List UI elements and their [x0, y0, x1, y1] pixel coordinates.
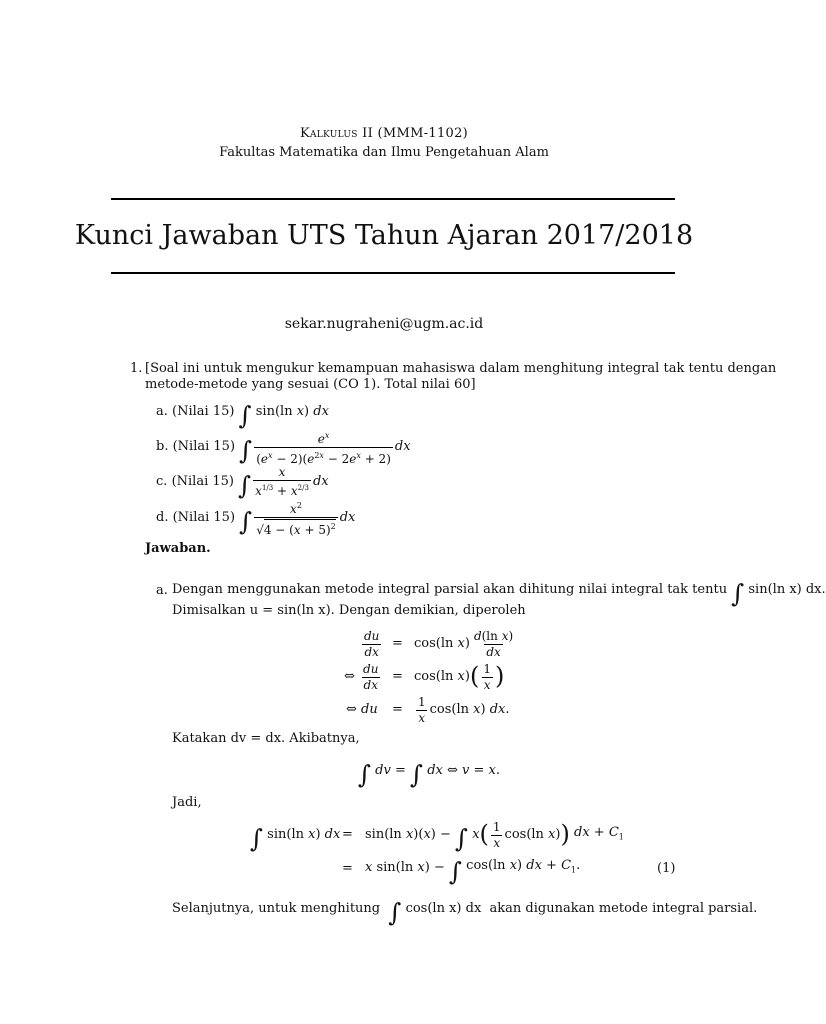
- lhs-3: ⇔ du: [346, 702, 378, 717]
- parts-lhs: ∫ sin(ln x) dx: [250, 823, 341, 853]
- integral-sign: ∫: [388, 897, 402, 927]
- lhs-2: ⇔ $\frac{du}{dx}$: [344, 661, 379, 692]
- top-rule: [111, 198, 675, 200]
- parts-rhs-1: sin(ln x)(x) − ∫ x ( $\frac{1}{x}$ cos(ln x) ) dx + $C_1$: [365, 819, 624, 853]
- question-number: 1.: [130, 361, 143, 376]
- parts-equation: [248, 818, 678, 886]
- parts-rhs-2: x sin(ln x) − ∫ cos(ln x) dx + $C_1$.: [365, 856, 581, 886]
- equals: =: [392, 702, 403, 717]
- equals: =: [342, 861, 353, 876]
- selanjutnya-integrand: cos(ln x) dx: [405, 901, 482, 916]
- derivation-block: [336, 628, 556, 724]
- subquestion-points: (Nilai 15): [171, 474, 234, 489]
- question-intro-line1: [Soal ini untuk mengukur kemampuan mahasiswa dalam menghitung integral tak tentu dengan: [145, 361, 777, 376]
- subquestion-label: a.: [156, 404, 168, 419]
- faculty-name: Fakultas Matematika dan Ilmu Pengetahuan Alam: [219, 145, 549, 160]
- equals: =: [392, 636, 403, 651]
- integral-sign: ∫: [239, 506, 253, 536]
- subquestion-a: a. (Nilai 15) ∫ sin(ln x) dx: [156, 400, 329, 430]
- subquestion-label: b.: [156, 439, 169, 454]
- selanjutnya-pre: Selanjutnya, untuk menghitung: [172, 901, 381, 916]
- subquestion-c: c. (Nilai 15) ∫ $\frac{x}{x^{1/3} + x^{2/3}}$ dx: [156, 465, 329, 500]
- subquestion-label: d.: [156, 510, 169, 525]
- integral-sign: ∫: [238, 400, 252, 430]
- fraction: $\frac{x}{x^{1/3} + x^{2/3}}$: [255, 465, 309, 498]
- subquestion-points: (Nilai 15): [172, 510, 236, 525]
- fraction: $\frac{e^x}{(e^x - 2)(e^{2x} - 2e^x + 2)}$: [256, 430, 391, 466]
- lhs-1: $\frac{du}{dx}$: [364, 628, 380, 659]
- bottom-rule: [111, 272, 675, 274]
- document-title: Kunci Jawaban UTS Tahun Ajaran 2017/2018: [74, 220, 694, 251]
- subquestion-d: d. (Nilai 15) ∫ $\frac{x^2}{√4 - (x + 5)^2}$ dx: [156, 501, 356, 537]
- fraction: $\frac{x^2}{√4 - (x + 5)^2}$: [256, 501, 336, 537]
- subquestion-points: (Nilai 15): [172, 404, 235, 419]
- equals: =: [392, 669, 403, 684]
- equals: =: [342, 827, 353, 842]
- author-email: sekar.nugraheni@ugm.ac.id: [284, 316, 484, 332]
- selanjutnya-post: akan digunakan metode integral parsial.: [489, 901, 758, 916]
- answer-a-integrand: sin(ln x) dx.: [748, 582, 826, 597]
- equation-number: (1): [657, 861, 676, 876]
- jadi-line: Jadi,: [172, 795, 202, 810]
- integral-sign: ∫: [731, 578, 745, 608]
- answer-a-label: a.: [156, 583, 168, 598]
- integral-sign: ∫: [239, 435, 253, 465]
- subquestion-points: (Nilai 15): [172, 439, 236, 454]
- subquestion-label: c.: [156, 474, 168, 489]
- rhs-1: cos(ln x) $\frac{\text{d(ln x)}}{dx}$: [414, 628, 514, 659]
- answer-heading: Jawaban.: [145, 541, 211, 556]
- answer-a-line1: [172, 577, 826, 608]
- katakan-line: Katakan dv = dx. Akibatnya,: [172, 731, 360, 746]
- dv-equation: ∫ dv = ∫ dx ⇔ v = x .: [358, 759, 501, 789]
- answer-a-text: Dengan menggunakan metode integral parsial akan dihitung nilai integral tak tentu: [172, 582, 728, 597]
- integral-sign: ∫: [238, 470, 252, 500]
- rhs-2: cos(ln x) ( $\frac{1}{x}$ ): [414, 661, 505, 692]
- question-intro-line2: metode-metode yang sesuai (CO 1). Total nilai 60]: [145, 377, 476, 392]
- answer-a-line2: Dimisalkan u = sin(ln x). Dengan demikian, diperoleh: [172, 603, 526, 618]
- course-name: Kalkulus II (MMM-1102): [299, 126, 469, 141]
- subquestion-b: b. (Nilai 15) ∫ $\frac{e^x}{(e^x - 2)(e^{2x} - 2e^x + 2)}$ dx: [156, 430, 411, 466]
- rhs-3: $\frac{1}{x}$ cos(ln x) dx.: [418, 694, 510, 725]
- selanjutnya-line: [172, 896, 758, 927]
